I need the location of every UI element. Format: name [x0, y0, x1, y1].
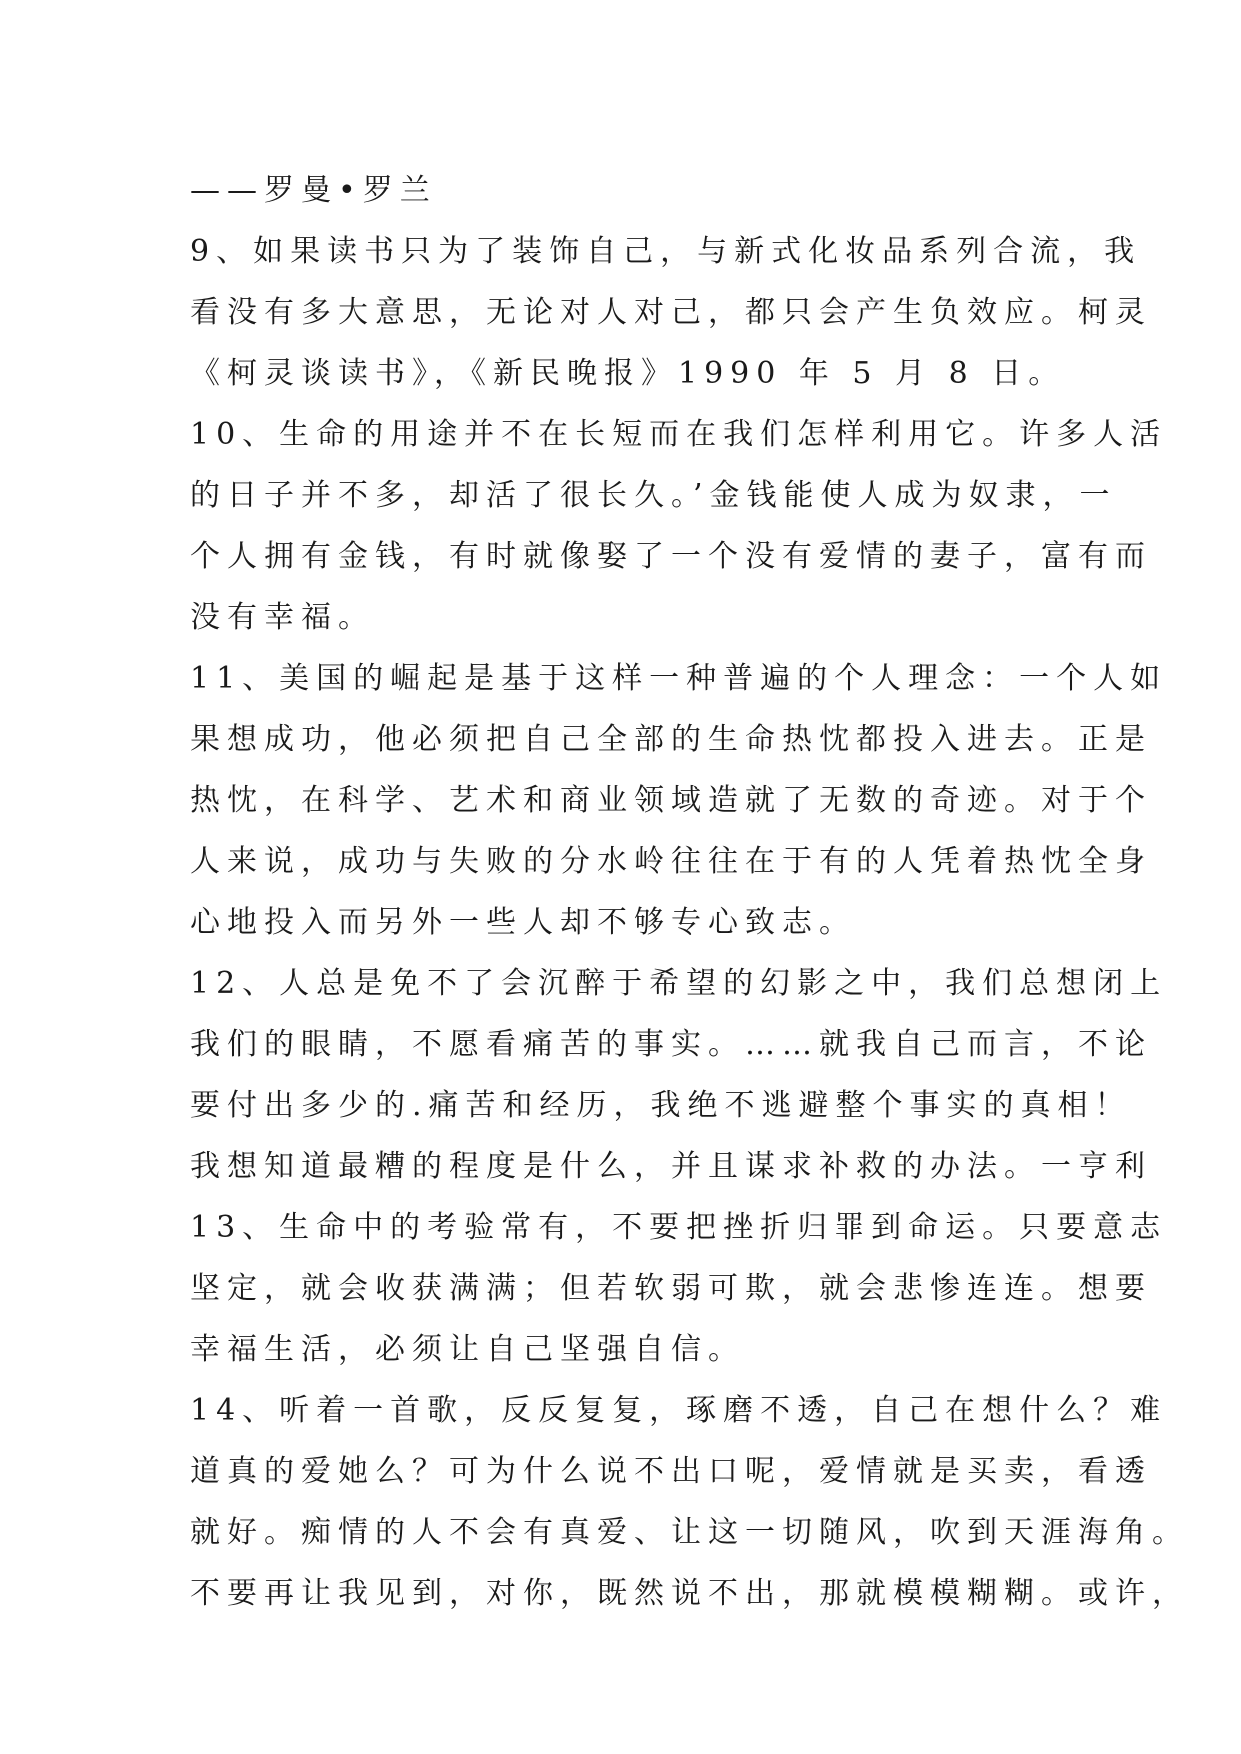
text-line: 10、生命的用途并不在长短而在我们怎样利用它。许多人活 — [190, 417, 1168, 452]
text-line: 的日子并不多，却活了很长久。’金钱能使人成为奴隶，一 — [190, 478, 1117, 513]
text-line: 就好。痴情的人不会有真爱、让这一切随风，吹到天涯海角。 — [190, 1515, 1189, 1550]
text-line: 没有幸福。 — [190, 600, 375, 635]
text-line: 14、听着一首歌，反反复复，琢磨不透，自己在想什么？难 — [190, 1393, 1168, 1428]
text-line: 个人拥有金钱，有时就像娶了一个没有爱情的妻子，富有而 — [190, 539, 1152, 574]
text-line: 我想知道最糟的程度是什么，并且谋求补救的办法。一亨利 — [190, 1149, 1152, 1184]
text-line: 看没有多大意思，无论对人对己，都只会产生负效应。柯灵 — [190, 295, 1152, 330]
text-line: 12、人总是免不了会沉醉于希望的幻影之中，我们总想闭上 — [190, 966, 1168, 1001]
text-line: 人来说，成功与失败的分水岭往往在于有的人凭着热忱全身 — [190, 844, 1152, 879]
text-line: 13、生命中的考验常有，不要把挫折归罪到命运。只要意志 — [190, 1210, 1168, 1245]
text-line: 幸福生活，必须让自己坚强自信。 — [190, 1332, 745, 1367]
document-text-block — [190, 160, 1189, 1624]
text-line: 不要再让我见到，对你，既然说不出，那就模模糊糊。或许， — [190, 1576, 1189, 1611]
text-line: 果想成功，他必须把自己全部的生命热忱都投入进去。正是 — [190, 722, 1152, 757]
text-line: 我们的眼睛，不愿看痛苦的事实。……就我自己而言，不论 — [190, 1027, 1152, 1062]
text-line: 11、美国的崛起是基于这样一种普遍的个人理念：一个人如 — [190, 661, 1168, 696]
text-line: 心地投入而另外一些人却不够专心致志。 — [190, 905, 856, 940]
text-line: 要付出多少的.痛苦和经历，我绝不逃避整个事实的真相！ — [190, 1088, 1132, 1123]
text-line: 坚定，就会收获满满；但若软弱可欺，就会悲惨连连。想要 — [190, 1271, 1152, 1306]
text-line: 9、如果读书只为了装饰自己，与新式化妆品系列合流，我 — [190, 234, 1142, 269]
text-line: 《柯灵谈读书》，《新民晚报》1990 年 5 月 8 日。 — [190, 356, 1066, 391]
text-line: 道真的爱她么？可为什么说不出口呢，爱情就是买卖，看透 — [190, 1454, 1152, 1489]
text-line: ——罗曼•罗兰 — [190, 173, 437, 208]
text-line: 热忱，在科学、艺术和商业领域造就了无数的奇迹。对于个 — [190, 783, 1152, 818]
